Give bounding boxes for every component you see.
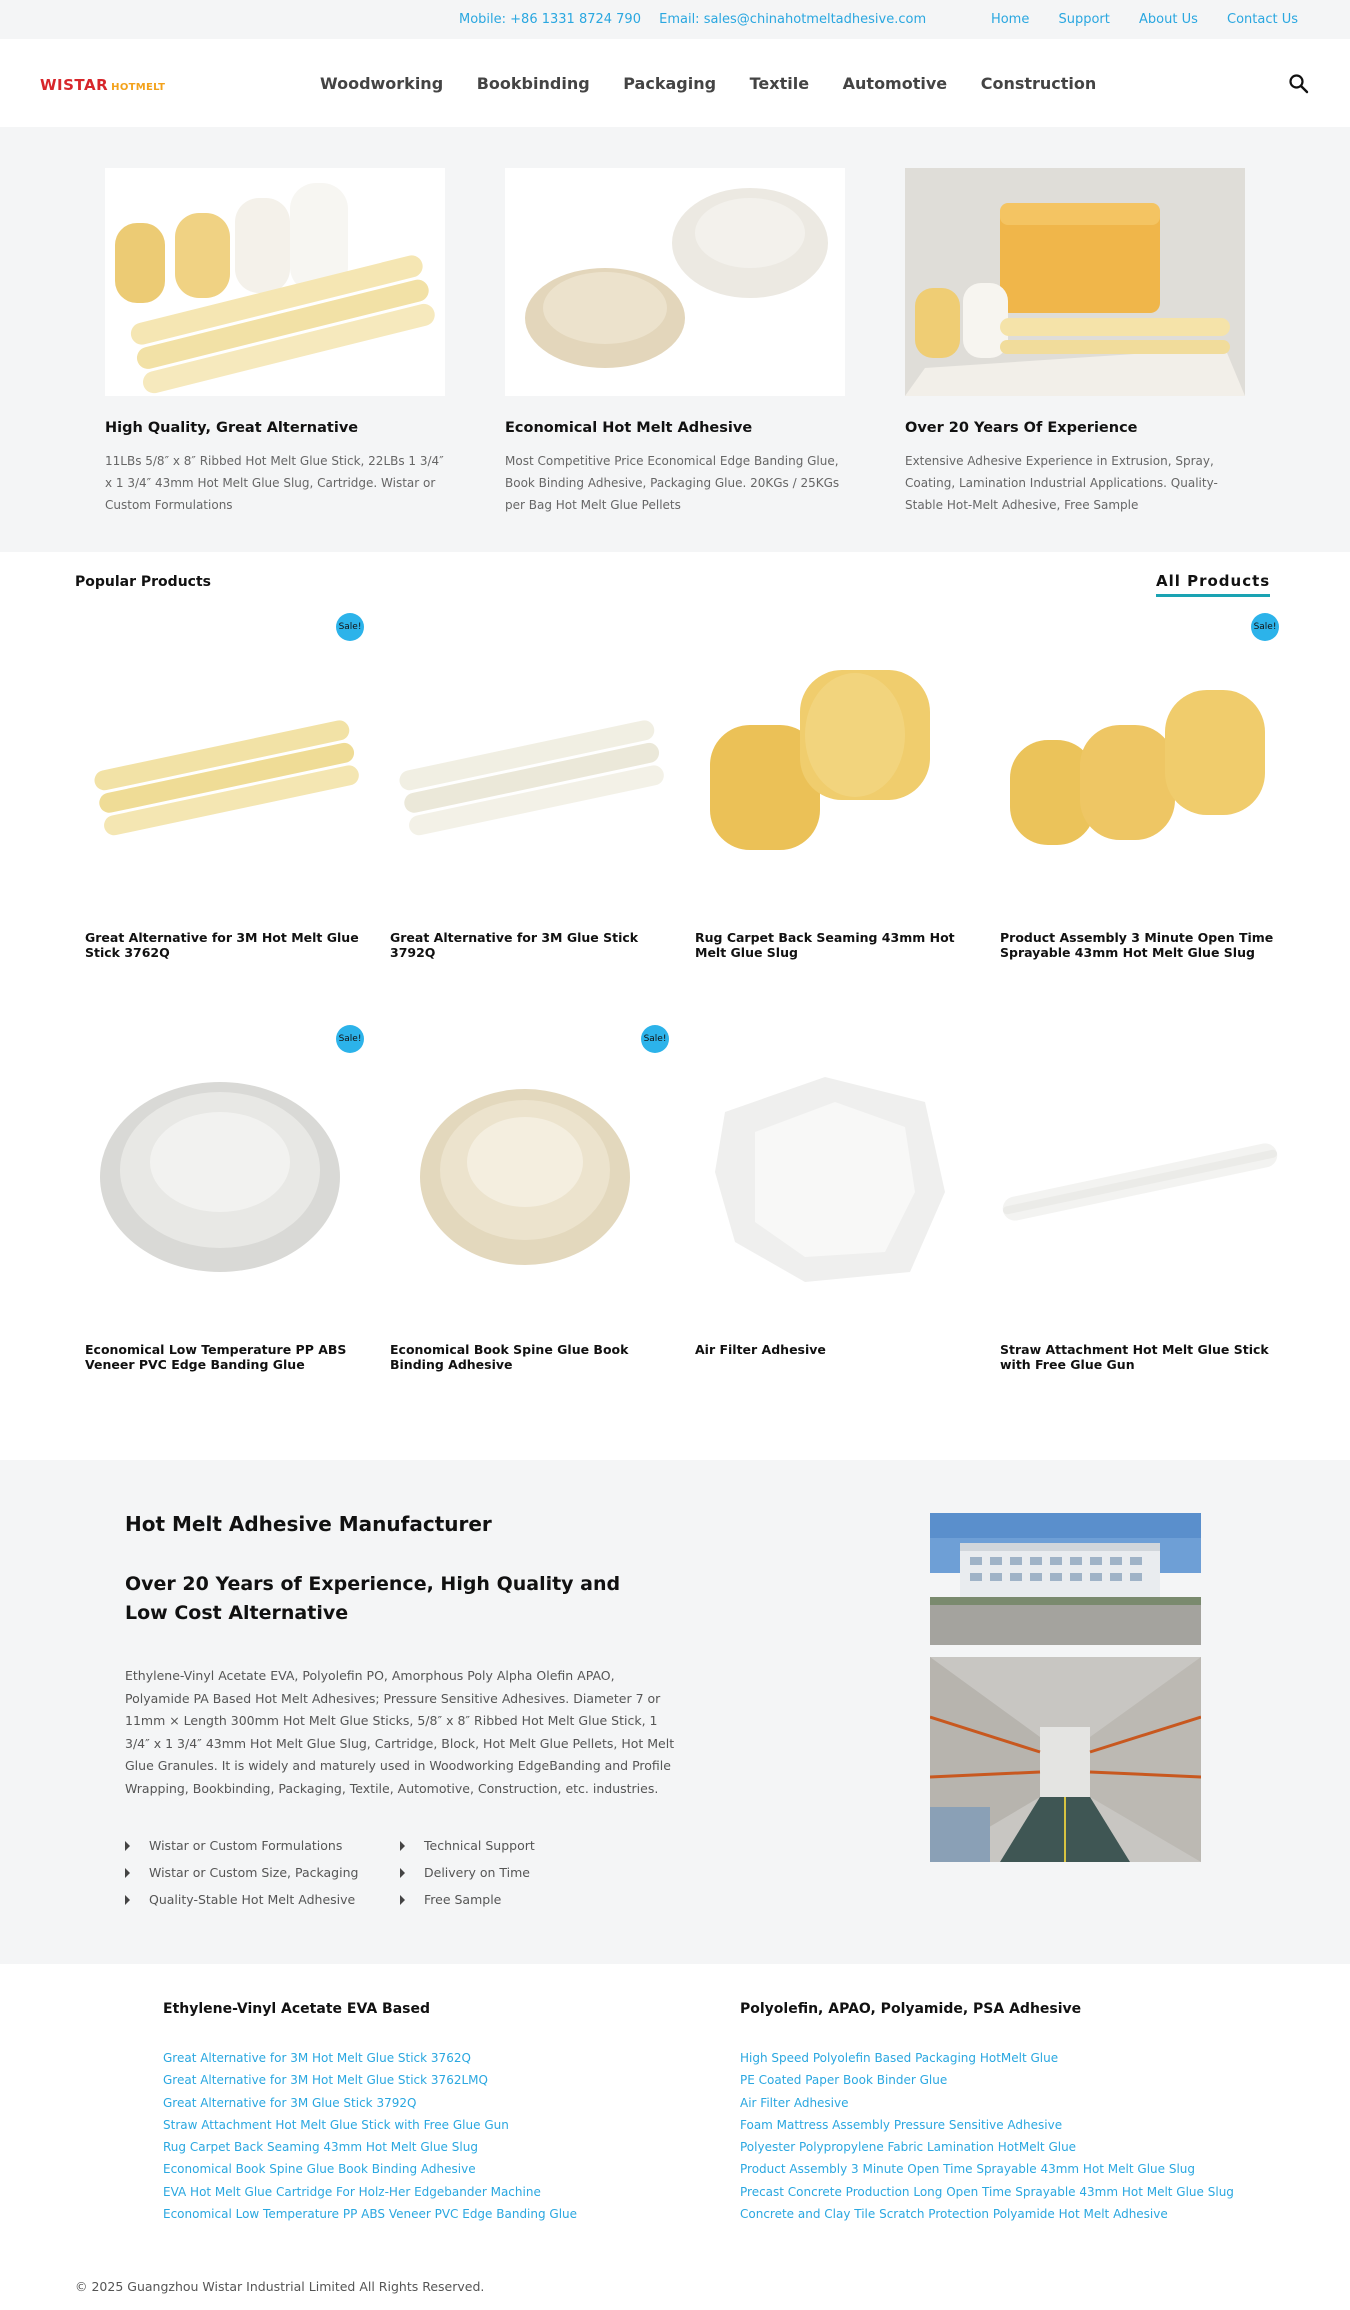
footer-product-link[interactable]: Precast Concrete Production Long Open Time Sprayable 43mm Hot Melt Glue Slug <box>740 2184 1234 2199</box>
factory-photo <box>930 1513 1201 1645</box>
footer-product-link[interactable]: Great Alternative for 3M Hot Melt Glue Stick 3762LMQ <box>163 2073 488 2088</box>
search-icon[interactable] <box>1288 73 1310 95</box>
main-nav <box>320 74 1124 93</box>
product-card[interactable] <box>695 1042 975 1357</box>
footer-product-link[interactable]: Product Assembly 3 Minute Open Time Sprayable 43mm Hot Melt Glue Slug <box>740 2162 1195 2177</box>
benefit-item: Technical Support <box>400 1838 535 1865</box>
product-card[interactable] <box>85 630 365 960</box>
caret-right-icon <box>400 1895 405 1905</box>
nav-construction[interactable]: Construction <box>980 74 1097 93</box>
logo-main-text: WISTAR <box>40 76 109 94</box>
features-section <box>0 127 1350 552</box>
benefit-list-left <box>125 1838 358 1919</box>
benefit-item: Delivery on Time <box>400 1865 535 1892</box>
product-card[interactable] <box>1000 1042 1280 1372</box>
benefit-item: Free Sample <box>400 1892 535 1919</box>
about-section <box>0 1460 1350 1964</box>
footer-product-link[interactable]: Straw Attachment Hot Melt Glue Stick with Free Glue Gun <box>163 2117 509 2132</box>
site-header <box>0 39 1350 127</box>
footer-product-link[interactable]: PE Coated Paper Book Binder Glue <box>740 2073 948 2088</box>
top-bar <box>0 0 1350 39</box>
product-name[interactable]: Straw Attachment Hot Melt Glue Stick with Free Glue Gun <box>1000 1342 1269 1372</box>
about-description: Ethylene-Vinyl Acetate EVA, Polyolefin PO, Amorphous Poly Alpha Olefin APAO, Polyamide PA Based Hot Melt Adhesives; Pressure Sensitive Adhesives. Diameter 7 or 11mm × Length 300mm Hot Melt Glue Sticks, 5/8″ x 8″ Ribbed Hot Melt Glue Stick, 1 3/4″ x 1 3/4″ 43mm Hot Melt Glue Slug, Cartridge, Block, Hot Melt Glue Pellets, Hot Melt Glue Granules. It is widely and maturely used in Woodworking EdgeBanding and Profile Wrapping, Bookbinding, Packaging, Textile, Automotive, Construction, etc. industries. <box>125 1668 675 1796</box>
benefit-item: Wistar or Custom Size, Packaging <box>125 1865 358 1892</box>
top-link-about-us[interactable]: About Us <box>1139 12 1198 27</box>
feature-text: Extensive Adhesive Experience in Extrusion, Spray, Coating, Lamination Industrial Applications. Quality-Stable Hot-Melt Adhesive, Free Sample <box>905 454 1218 512</box>
nav-woodworking[interactable]: Woodworking <box>320 74 444 93</box>
feature-title: Economical Hot Melt Adhesive <box>505 420 753 436</box>
mobile-link[interactable]: Mobile: +86 1331 8724 790 <box>459 12 641 27</box>
product-name[interactable]: Air Filter Adhesive <box>695 1342 826 1357</box>
caret-right-icon <box>400 1841 405 1851</box>
product-card[interactable] <box>1000 630 1280 960</box>
top-links <box>966 12 1298 27</box>
popular-products-title: Popular Products <box>75 574 211 590</box>
product-name[interactable]: Great Alternative for 3M Glue Stick 3792Q <box>390 930 639 960</box>
logo-sub-text: HOTMELT <box>111 82 166 93</box>
benefit-item: Wistar or Custom Formulations <box>125 1838 358 1865</box>
eva-products-column <box>163 2001 683 2225</box>
product-image[interactable] <box>695 1042 975 1322</box>
product-card[interactable] <box>390 630 670 960</box>
feature-text: Most Competitive Price Economical Edge Banding Glue, Book Binding Adhesive, Packaging Glue. 20KGs / 25KGs per Bag Hot Melt Glue Pellets <box>505 454 840 512</box>
about-heading: Hot Melt Adhesive Manufacturer <box>125 1512 492 1536</box>
all-products-link[interactable]: All Products <box>1156 572 1270 597</box>
copyright-text: © 2025 Guangzhou Wistar Industrial Limited All Rights Reserved. <box>75 2279 485 2294</box>
benefit-list-right <box>400 1838 535 1919</box>
feature-text: 11LBs 5/8″ x 8″ Ribbed Hot Melt Glue Stick, 22LBs 1 3/4″ x 1 3/4″ 43mm Hot Melt Glue Slug, Cartridge. Wistar or Custom Formulations <box>105 454 444 512</box>
product-card[interactable] <box>85 1042 365 1372</box>
top-link-contact-us[interactable]: Contact Us <box>1227 12 1298 27</box>
product-image[interactable] <box>695 630 975 910</box>
caret-right-icon <box>125 1895 130 1905</box>
product-image[interactable] <box>85 630 365 910</box>
nav-textile[interactable]: Textile <box>749 74 810 93</box>
feature-card <box>905 168 1245 516</box>
caret-right-icon <box>125 1868 130 1878</box>
footer-product-link[interactable]: Economical Low Temperature PP ABS Veneer PVC Edge Banding Glue <box>163 2207 578 2222</box>
product-image[interactable] <box>390 630 670 910</box>
product-image[interactable] <box>1000 1042 1280 1322</box>
product-image[interactable] <box>85 1042 365 1322</box>
footer-product-link[interactable]: Economical Book Spine Glue Book Binding Adhesive <box>163 2162 476 2177</box>
product-image[interactable] <box>390 1042 670 1322</box>
column-title: Ethylene-Vinyl Acetate EVA Based <box>163 2001 431 2017</box>
top-link-support[interactable]: Support <box>1058 12 1110 27</box>
footer-product-link[interactable]: Foam Mattress Assembly Pressure Sensitive Adhesive <box>740 2117 1063 2132</box>
caret-right-icon <box>400 1868 405 1878</box>
sale-badge: Sale! <box>336 613 364 641</box>
footer-product-link[interactable]: High Speed Polyolefin Based Packaging HotMelt Glue <box>740 2051 1059 2065</box>
polyolefin-products-column <box>740 2001 1320 2225</box>
product-name[interactable]: Great Alternative for 3M Hot Melt Glue Stick 3762Q <box>85 930 359 960</box>
benefit-item: Quality-Stable Hot Melt Adhesive <box>125 1892 358 1919</box>
feature-image-pellets <box>505 168 845 396</box>
nav-packaging[interactable]: Packaging <box>623 74 717 93</box>
sale-badge: Sale! <box>336 1025 364 1053</box>
feature-title: Over 20 Years Of Experience <box>905 420 1138 436</box>
caret-right-icon <box>125 1841 130 1851</box>
product-name[interactable]: Economical Low Temperature PP ABS Veneer PVC Edge Banding Glue <box>85 1342 347 1372</box>
feature-card <box>505 168 845 516</box>
feature-image-glue-sticks <box>105 168 445 396</box>
feature-image-block <box>905 168 1245 396</box>
site-logo[interactable] <box>40 75 165 94</box>
footer-product-link[interactable]: Polyester Polypropylene Fabric Lamination HotMelt Glue <box>740 2140 1077 2155</box>
about-subheading: Over 20 Years of Experience, High Quality and Low Cost Alternative <box>125 1573 621 1624</box>
email-link[interactable]: Email: sales@chinahotmeltadhesive.com <box>659 12 927 27</box>
warehouse-photo <box>930 1657 1201 1862</box>
top-link-home[interactable]: Home <box>990 12 1030 27</box>
footer-product-link[interactable]: EVA Hot Melt Glue Cartridge For Holz-Her Edgebander Machine <box>163 2184 541 2199</box>
feature-title: High Quality, Great Alternative <box>105 420 359 436</box>
sale-badge: Sale! <box>1251 613 1279 641</box>
nav-automotive[interactable]: Automotive <box>842 74 948 93</box>
column-title: Polyolefin, APAO, Polyamide, PSA Adhesive <box>740 2001 1082 2017</box>
footer-product-link[interactable]: Great Alternative for 3M Hot Melt Glue Stick 3762Q <box>163 2051 471 2065</box>
product-image[interactable] <box>1000 630 1280 910</box>
footer-product-link[interactable]: Rug Carpet Back Seaming 43mm Hot Melt Glue Slug <box>163 2140 478 2155</box>
product-name[interactable]: Product Assembly 3 Minute Open Time Sprayable 43mm Hot Melt Glue Slug <box>1000 930 1274 960</box>
product-name[interactable]: Rug Carpet Back Seaming 43mm Hot Melt Glue Slug <box>695 930 955 960</box>
footer-product-link[interactable]: Great Alternative for 3M Glue Stick 3792Q <box>163 2095 417 2110</box>
feature-card <box>105 168 445 516</box>
footer-product-link[interactable]: Air Filter Adhesive <box>740 2095 849 2110</box>
product-card[interactable] <box>390 1042 670 1372</box>
sale-badge: Sale! <box>641 1025 669 1053</box>
nav-bookbinding[interactable]: Bookbinding <box>476 74 590 93</box>
product-name[interactable]: Economical Book Spine Glue Book Binding Adhesive <box>390 1342 629 1372</box>
footer-product-link[interactable]: Concrete and Clay Tile Scratch Protection Polyamide Hot Melt Adhesive <box>740 2207 1168 2222</box>
contact-info <box>459 12 940 27</box>
product-card[interactable] <box>695 630 975 960</box>
